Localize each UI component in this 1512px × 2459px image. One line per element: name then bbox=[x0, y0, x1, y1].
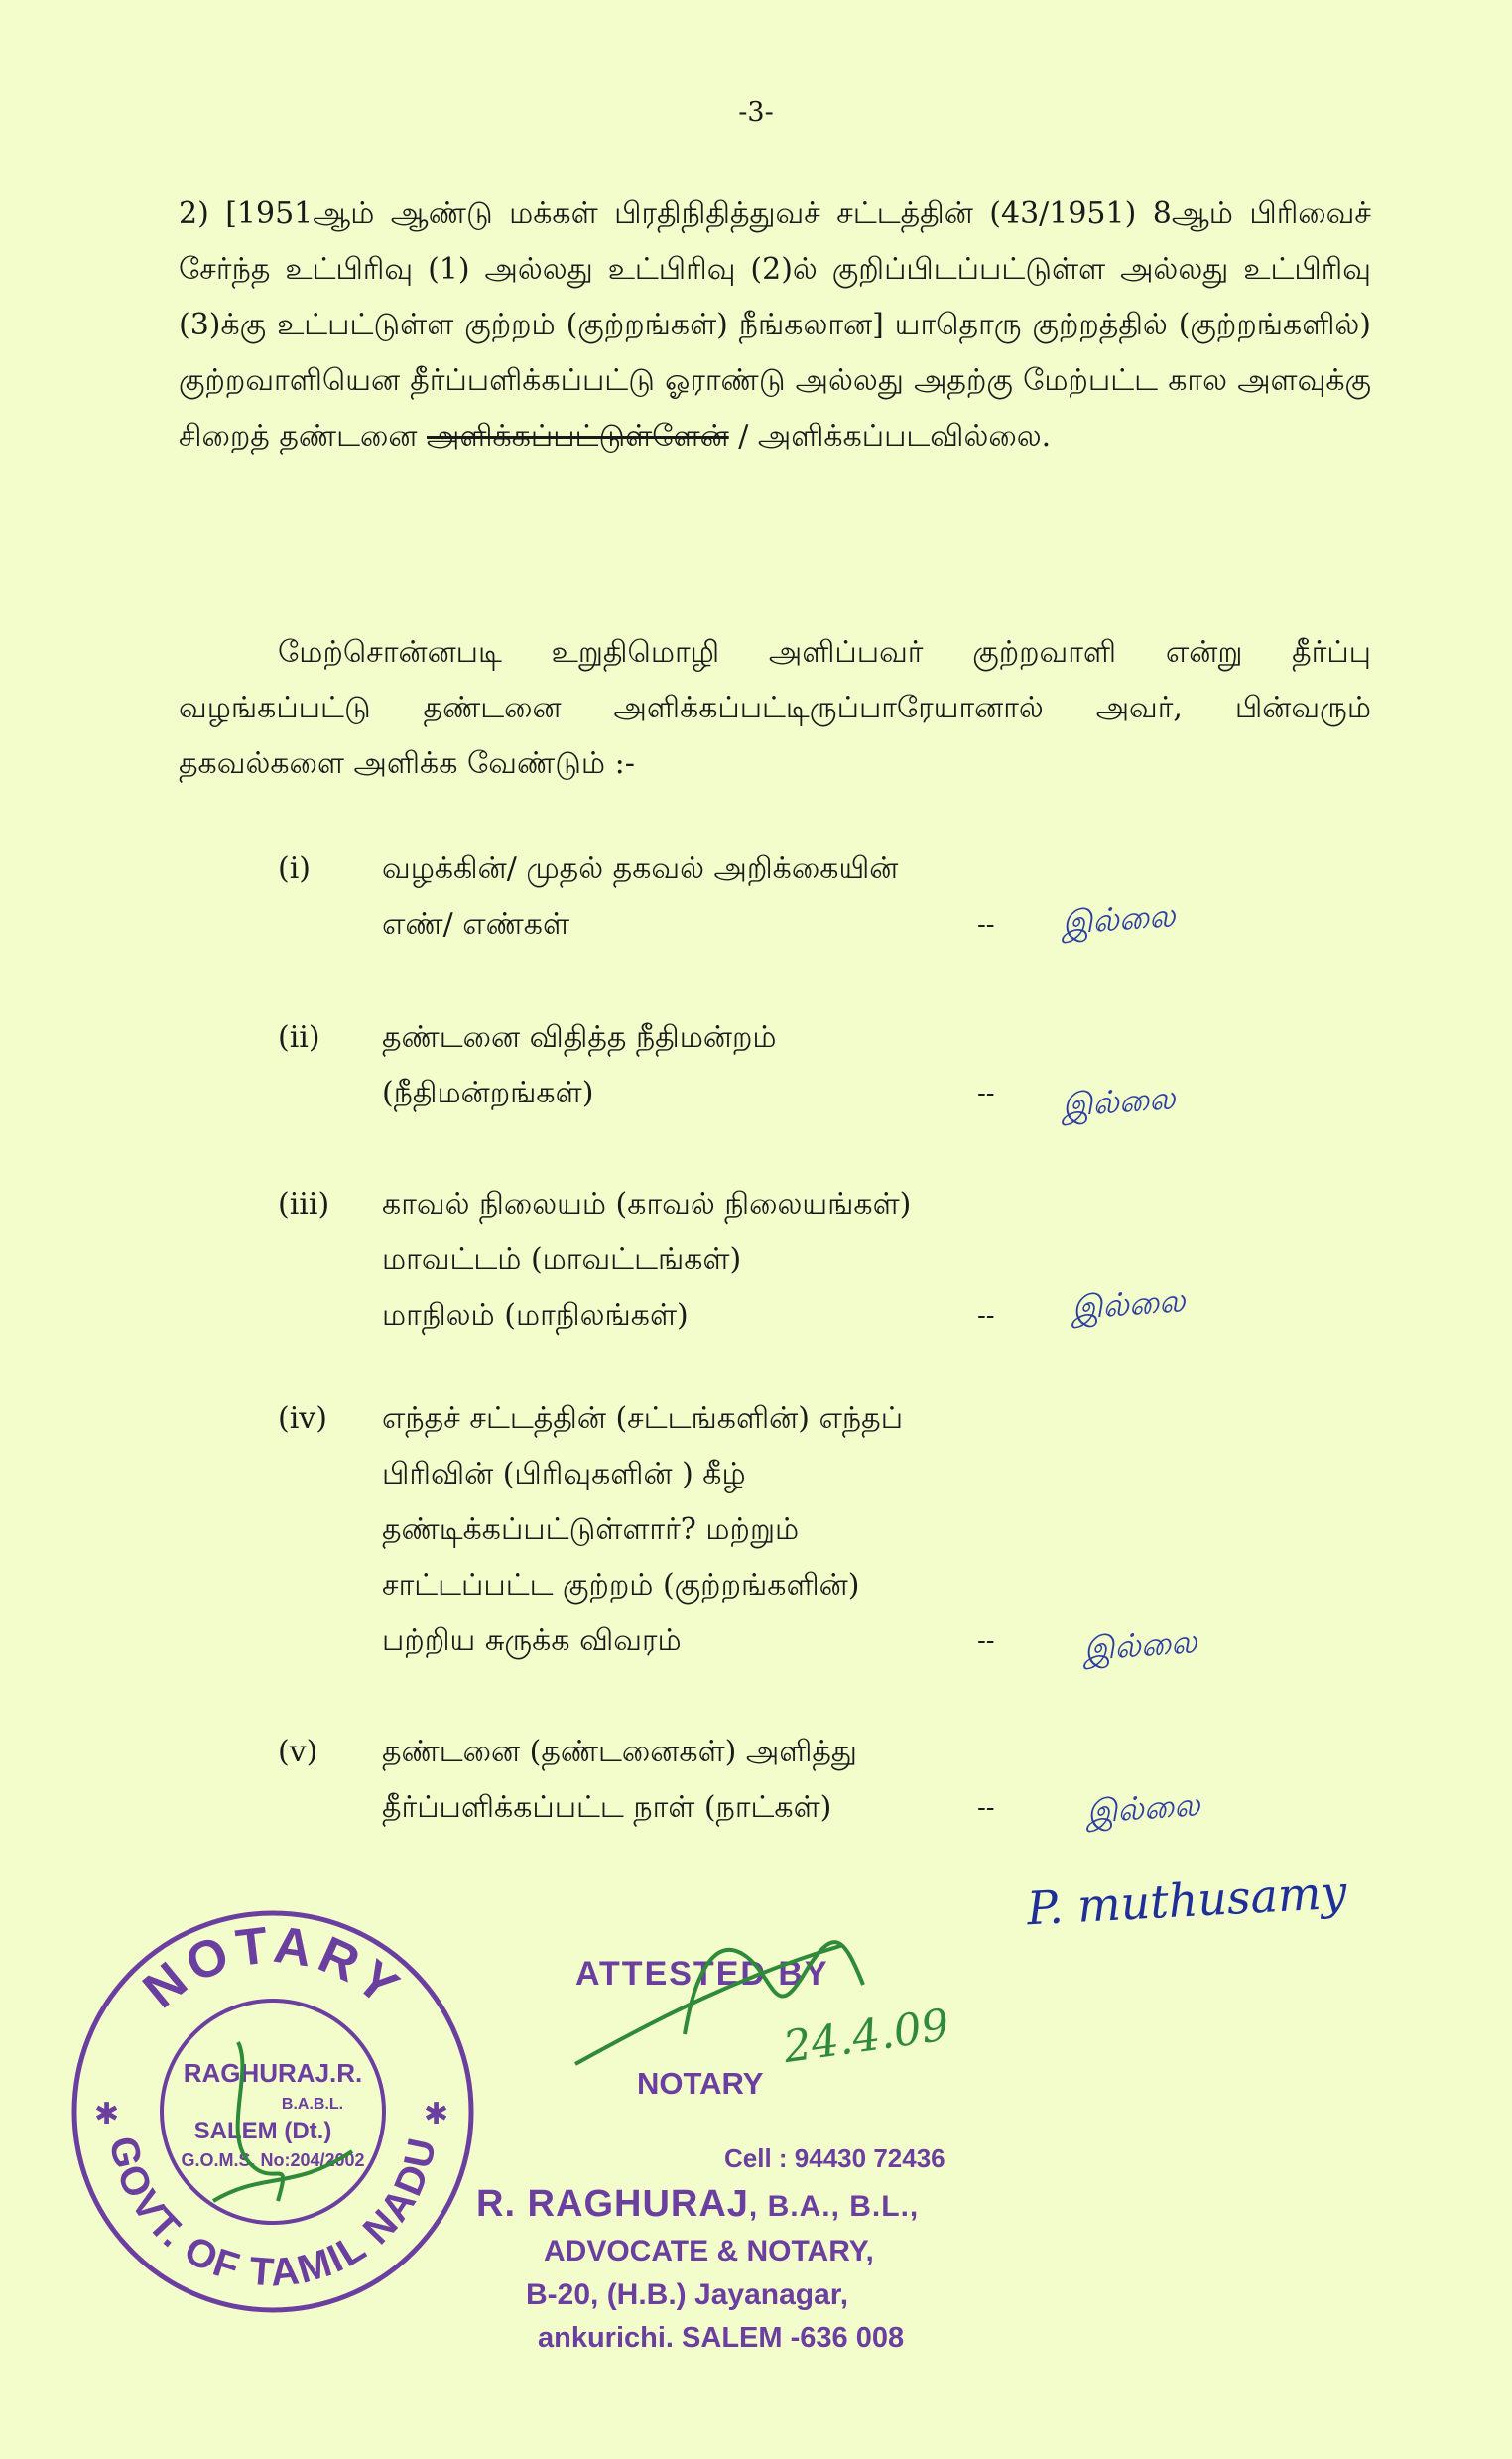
star-icon: ✱ bbox=[94, 2097, 120, 2132]
seal-place: SALEM (Dt.) bbox=[193, 2118, 332, 2144]
notary-seal-graphic bbox=[64, 1903, 481, 2320]
stamp-name-bold: R. RAGHURAJ bbox=[476, 2183, 749, 2225]
declaration-text: 2) [1951ஆம் ஆண்டு மக்கள் பிரதிநிதித்துவச் சட்டத்தின் (43/1951) 8ஆம் பிரிவைச் சேர்ந்த உட்பிரிவு (1) அல்லது உட்பிரிவு (2)ல் குறிப்பிடப்பட்டுள்ள அல்லது உட்பிரிவு (3)க்கு உட்பட்டுள்ள குற்றம் (குற்றங்கள்) நீங்கலான] யாதொரு குற்றத்தில் (குற்றங்களில்) குற்றவாளியென தீர்ப்பளிக்கப்பட்டு ஓராண்டு அல்லது அதற்கு மேற்பட்ட கால அளவுக்கு சிறைத் தண்டனை bbox=[179, 196, 1371, 453]
item-dash: -- bbox=[977, 910, 995, 940]
attestation-role: NOTARY bbox=[637, 2066, 764, 2101]
item-dash: -- bbox=[977, 1301, 995, 1331]
seal-order: G.O.M.S. No:204/2002 bbox=[181, 2150, 365, 2170]
item-line: எந்தச் சட்டத்தின் (சட்டங்களின்) எந்தப் bbox=[382, 1401, 904, 1436]
seal-name: RAGHURAJ.R. bbox=[183, 2058, 363, 2088]
item-line: தண்டனை விதித்த நீதிமன்றம் bbox=[382, 1020, 777, 1055]
notary-seal bbox=[64, 1903, 481, 2320]
declaration-tail: / அளிக்கப்படவில்லை. bbox=[728, 419, 1052, 453]
stamp-cell: Cell : 94430 72436 bbox=[724, 2143, 945, 2173]
seal-inner-ring bbox=[162, 2001, 384, 2223]
item-dash: -- bbox=[977, 1793, 995, 1823]
declaration-paragraph bbox=[179, 187, 1371, 464]
item-line: காவல் நிலையம் (காவல் நிலையங்கள்) bbox=[382, 1187, 912, 1222]
handwritten-answer: இல்லை bbox=[1081, 1622, 1198, 1668]
star-icon: ✱ bbox=[424, 2097, 449, 2132]
item-line: வழக்கின்/ முதல் தகவல் அறிக்கையின் bbox=[382, 851, 899, 886]
handwritten-answer: இல்லை bbox=[1084, 1785, 1201, 1831]
seal-bottom-text: GOVT. OF TAMIL NADU bbox=[100, 2133, 445, 2295]
item-number: (iv) bbox=[278, 1401, 327, 1436]
page-number: -3- bbox=[738, 97, 774, 128]
item-number: (v) bbox=[278, 1735, 318, 1769]
item-line: சாட்டப்பட்ட குற்றம் (குற்றங்களின்) bbox=[382, 1568, 860, 1603]
deponent-signature: P. muthusamy bbox=[1025, 1865, 1348, 1936]
attestation-date: 24.4.09 bbox=[780, 2000, 952, 2074]
struck-option: அளிக்கப்பட்டுள்ளேன் bbox=[427, 419, 729, 453]
item-line: மாநிலம் (மாநிலங்கள்) bbox=[382, 1298, 689, 1333]
seal-top-text: NOTARY bbox=[132, 1915, 414, 2020]
instruction-paragraph: மேற்சொன்னபடி உறுதிமொழி அளிப்பவர் குற்றவாளி என்று தீர்ப்பு வழங்கப்பட்டு தண்டனை அளிக்கப்பட்டிருப்பாரேயானால் அவர், பின்வரும் தகவல்களை அளிக்க வேண்டும் :- bbox=[179, 635, 1371, 781]
stamp-name-suffix: , B.A., B.L., bbox=[748, 2190, 920, 2223]
stamp-title: ADVOCATE & NOTARY, bbox=[544, 2235, 874, 2267]
item-line: (நீதிமன்றங்கள்) bbox=[382, 1076, 594, 1110]
item-line: தண்டிக்கப்பட்டுள்ளார்? மற்றும் bbox=[382, 1512, 800, 1547]
item-number: (iii) bbox=[278, 1187, 330, 1222]
attestation-signature bbox=[546, 1915, 1002, 2114]
handwritten-answer: இல்லை bbox=[1060, 896, 1177, 942]
handwritten-answer: இல்லை bbox=[1070, 1281, 1187, 1327]
item-number: (ii) bbox=[278, 1020, 320, 1055]
stamp-address: B-20, (H.B.) Jayanagar, bbox=[526, 2278, 849, 2311]
attested-by-label: ATTESTED BY bbox=[575, 1955, 829, 1993]
item-dash: -- bbox=[977, 1626, 995, 1656]
item-line: எண்/ எண்கள் bbox=[382, 907, 570, 942]
item-number: (i) bbox=[278, 851, 312, 886]
item-line: தண்டனை (தண்டனைகள்) அளித்து bbox=[382, 1735, 857, 1769]
item-line: பிரிவின் (பிரிவுகளின் ) கீழ் bbox=[382, 1457, 746, 1491]
item-dash: -- bbox=[977, 1079, 995, 1108]
item-line: தீர்ப்பளிக்கப்பட்ட நாள் (நாட்கள்) bbox=[382, 1790, 832, 1825]
item-line: மாவட்டம் (மாவட்டங்கள்) bbox=[382, 1242, 742, 1277]
handwritten-answer: இல்லை bbox=[1060, 1079, 1177, 1124]
seal-degree: B.A.B.L. bbox=[281, 2096, 344, 2113]
stamp-city: ankurichi. SALEM -636 008 bbox=[538, 2322, 905, 2354]
item-line: பற்றிய சுருக்க விவரம் bbox=[382, 1623, 682, 1658]
stamp-name bbox=[476, 2183, 919, 2226]
